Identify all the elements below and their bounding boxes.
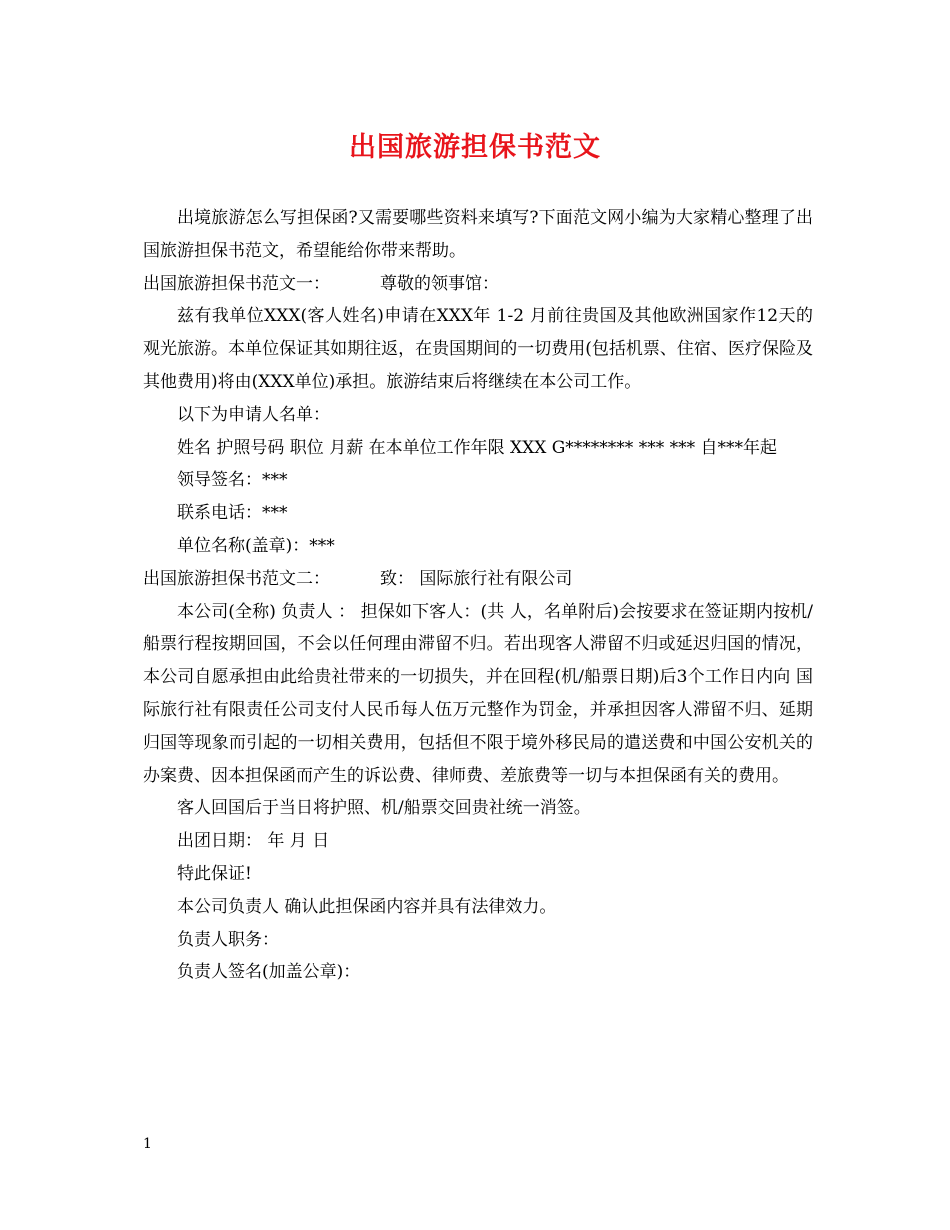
sample1-paragraph: 兹有我单位XXX(客人姓名)申请在XXX年 1-2 月前往贵国及其他欧洲国家作12天的观光旅游。本单位保证其如期往返，在贵国期间的一切费用(包括机票、住宿、医疗保险及其他费用)将由(XXX单位)承担。旅游结束后将继续在本公司工作。 xyxy=(143,306,813,392)
sample2-salutation: 致： 国际旅行社有限公司 xyxy=(380,568,573,589)
sample2-position: 负责人职务： xyxy=(177,929,279,950)
sample2-paragraph: 本公司负责人 确认此担保函内容并具有法律效力。 xyxy=(177,896,557,917)
document-body xyxy=(143,202,813,989)
sample1-heading: 出国旅游担保书范文一： xyxy=(143,273,330,294)
page-number: 1 xyxy=(143,1136,152,1152)
document-title: 出国旅游担保书范文 xyxy=(349,132,601,163)
sample1-paragraph: 以下为申请人名单： xyxy=(177,404,330,425)
sample1-phone: 联系电话：*** xyxy=(177,503,288,524)
sample2-signature: 负责人签名(加盖公章)： xyxy=(177,962,361,983)
sample1-heading-line xyxy=(143,268,813,301)
sample2-guarantee: 特此保证! xyxy=(177,863,252,884)
sample2-heading: 出国旅游担保书范文二： xyxy=(143,568,330,589)
sample1-unit-name: 单位名称(盖章)：*** xyxy=(177,535,335,556)
sample1-applicant-table-line: 姓名 护照号码 职位 月薪 在本单位工作年限 XXX G******** *** *** 自***年起 xyxy=(177,437,778,458)
intro-paragraph: 出境旅游怎么写担保函?又需要哪些资料来填写?下面范文网小编为大家精心整理了出国旅游担保书范文，希望能给你带来帮助。 xyxy=(143,208,813,261)
sample2-departure-date: 出团日期： 年 月 日 xyxy=(177,831,330,852)
sample1-leader-signature: 领导签名：*** xyxy=(177,470,288,491)
sample2-heading-line xyxy=(143,563,813,596)
sample1-salutation: 尊敬的领事馆： xyxy=(380,273,499,294)
sample2-paragraph: 本公司(全称) 负责人 ： 担保如下客人：(共 人，名单附后)会按要求在签证期内按机/船票行程按期回国，不会以任何理由滞留不归。若出现客人滞留不归或延迟归国的情况，本公司自愿承担由此给贵社带来的一切损失，并在回程(机/船票日期)后3个工作日内向 国际旅行社有限责任公司支付人民币每人伍万元整作为罚金，并承担因客人滞留不归、延期归国等现象而引起的一切相关费用，包括但不限于境外移民局的遣送费和中国公安机关的办案费、因本担保函而产生的诉讼费、律师费、差旅费等一切与本担保函有关的费用。 xyxy=(143,601,813,786)
sample2-paragraph: 客人回国后于当日将护照、机/船票交回贵社统一消签。 xyxy=(177,798,591,819)
